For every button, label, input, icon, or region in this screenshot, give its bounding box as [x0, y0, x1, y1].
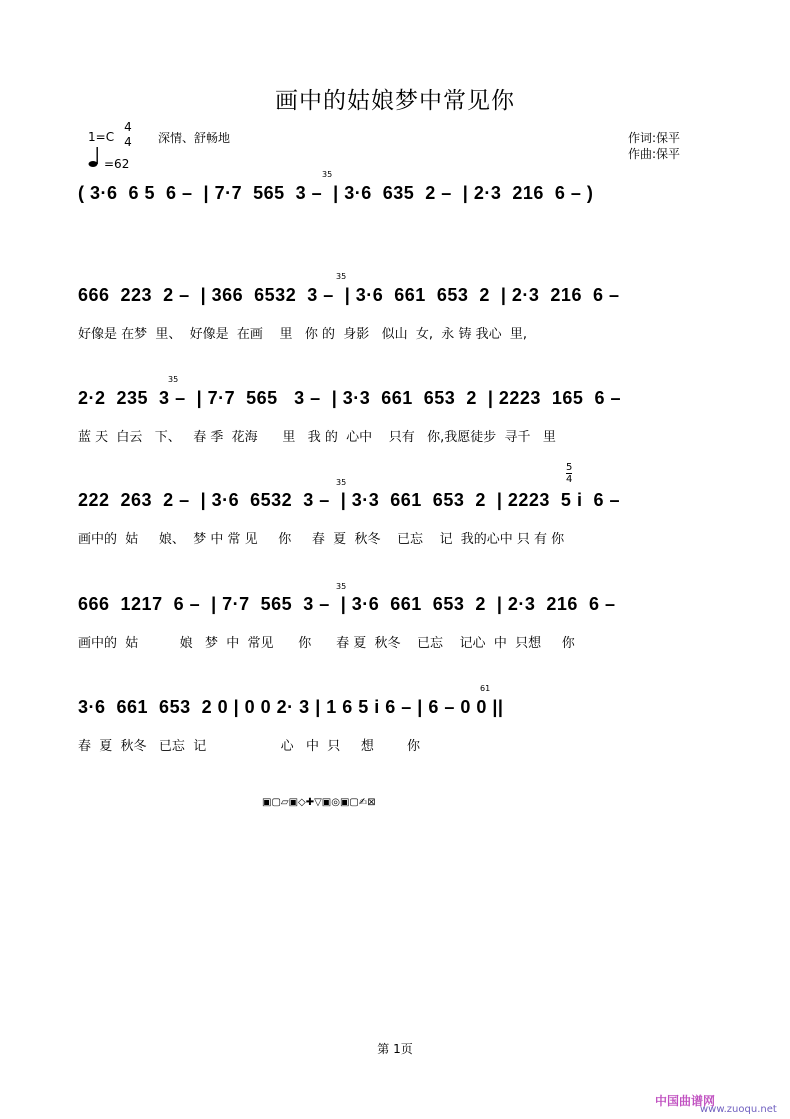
score-line-3	[78, 388, 730, 445]
grace-note: 35	[336, 582, 347, 591]
grace-note: 35	[336, 272, 347, 281]
grace-note: 35	[336, 478, 347, 487]
grace-note: 35	[322, 170, 333, 179]
time-change	[566, 462, 572, 485]
notation: 222 263 2 – | 3·6 6532 3 – | 3·3 661 653 2 | 2223 5 i 6 –	[78, 490, 620, 510]
notation: 3·6 661 653 2 0 | 0 0 2· 3 | 1 6 5 i 6 – | 6 – 0 0 ||	[78, 697, 504, 717]
score-line-1	[78, 183, 730, 223]
watermark-url: www.zuoqu.net	[700, 1104, 777, 1115]
notation: 666 1217 6 – | 7·7 565 3 – | 3·6 661 653 2 | 2·3 216 6 –	[78, 594, 616, 614]
page-number: 第 1页	[377, 1042, 413, 1056]
expression-mark: 深情、舒畅地	[158, 131, 231, 145]
key-signature: 1=C	[88, 130, 115, 144]
time-sig-top: 4	[124, 120, 132, 134]
time-signature	[122, 120, 134, 150]
time-change-bottom: 4	[566, 474, 573, 485]
lyricist-credit: 作词:保平	[628, 131, 681, 145]
score-line-4	[78, 490, 730, 547]
page-title: 画中的姑娘梦中常见你	[275, 88, 515, 114]
score-line-2	[78, 285, 730, 342]
tempo-mark: =62	[104, 157, 130, 171]
quarter-note-icon	[88, 146, 102, 168]
grace-note: 35	[168, 375, 179, 384]
lyrics: 春 夏 秋冬 已忘 记 心 中 只 想 你	[78, 739, 420, 754]
composer-credit: 作曲:保平	[628, 147, 681, 161]
lyrics: 好像是 在梦 里、 好像是 在画 里 你 的 身影 似山 女, 永 铸 我心 里,	[78, 327, 527, 342]
time-sig-bottom: 4	[124, 135, 132, 149]
watermark: 中国曲谱网	[655, 1094, 716, 1108]
score-line-5	[78, 594, 730, 651]
score-line-6	[78, 697, 730, 754]
garbled-text: ▣▢▱▣◇✚▽▣◎▣▢✍⊠	[262, 797, 376, 808]
grace-note: 61	[480, 684, 491, 693]
notation: 2·2 235 3 – | 7·7 565 3 – | 3·3 661 653 2 | 2223 165 6 –	[78, 388, 621, 408]
time-change-top: 5	[566, 462, 573, 473]
notation: 666 223 2 – | 366 6532 3 – | 3·6 661 653 2 | 2·3 216 6 –	[78, 285, 620, 305]
lyrics: 蓝 天 白云 下、 春 季 花海 里 我 的 心中 只有 你,我愿徒步 寻千 里	[78, 430, 556, 445]
lyrics: 画中的 姑 娘 梦 中 常见 你 春 夏 秋冬 已忘 记心 中 只想 你	[78, 636, 575, 651]
notation: ( 3·6 6 5 6 – | 7·7 565 3 – | 3·6 635 2 – | 2·3 216 6 – )	[78, 183, 594, 203]
lyrics: 画中的 姑 娘、 梦 中 常 见 你 春 夏 秋冬 已忘 记 我的心中 只 有 你	[78, 532, 565, 547]
